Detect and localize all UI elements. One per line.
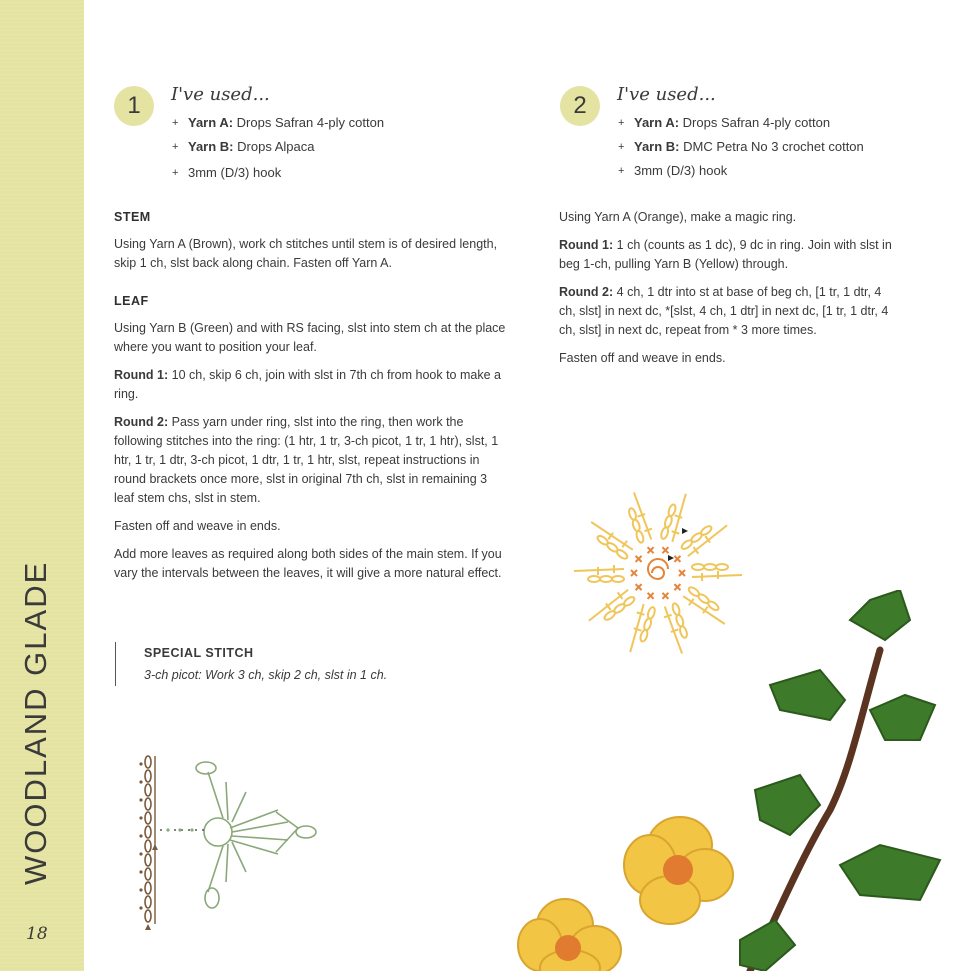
flower-round-1: Round 1: 1 ch (counts as 1 dc), 9 dc in ring. Join with slst in beg 1-ch, pulling Yarn B (Yellow) through. [559,238,892,271]
leaf-icon [840,845,940,900]
material-item: + Yarn B: Drops Alpaca [172,137,384,161]
stem-heading: STEM [114,210,151,224]
start-marker-icon [682,528,688,534]
end-marker-icon [668,555,674,561]
material-item: + Yarn B: DMC Petra No 3 crochet cotton [618,137,864,161]
chart-x-mark [631,570,637,576]
pattern-1-materials [172,113,384,187]
chapter-title: WOODLAND GLADE [18,560,53,885]
flower-photo-large [624,817,733,924]
flower-intro: Using Yarn A (Orange), make a magic ring. [559,210,797,224]
crochet-photo [500,590,972,971]
chart-petal [623,491,655,544]
chart-x-mark [636,556,642,562]
chart-x-mark [662,547,668,553]
pattern-2-badge: 2 [560,86,600,126]
pattern-1-badge: 1 [114,86,154,126]
flower-photo-small [518,899,621,971]
material-item: + Yarn A: Drops Safran 4-ply cotton [172,113,384,137]
material-item: + Yarn A: Drops Safran 4-ply cotton [618,113,864,137]
chart-x-mark [648,547,654,553]
material-item: + 3mm (D/3) hook [172,163,384,187]
pattern-1-used-title: I've used... [171,84,270,105]
special-stitch-text: 3-ch picot: Work 3 ch, skip 2 ch, slst in 1 ch. [144,668,388,682]
page-number: 18 [26,924,48,944]
stem-text: Using Yarn A (Brown), work ch stitches until stem is of desired length, skip 1 ch, slst back along chain. Fasten off Yarn A. [114,237,498,270]
chart-x-mark [674,556,680,562]
leaf-icon [850,590,910,640]
pattern-2-materials [618,113,864,185]
flower-round-2: Round 2: 4 ch, 1 dtr into st at base of beg ch, [1 tr, 1 dtr, 4 ch, slst] in next dc, *[slst, 4 ch, 1 dtr] in next dc, [1 tr, 1 dtr, 4 ch, slst] in next dc, repeat from * 3 more times. [559,285,889,337]
special-stitch-box [115,642,495,686]
leaf-icon [740,920,795,971]
leaf-fasten: Fasten off and weave in ends. [114,519,281,533]
magic-ring-icon [648,559,668,579]
chart-petal [585,517,635,560]
chart-petal [680,516,730,559]
leaf-intro: Using Yarn B (Green) and with RS facing, slst into stem ch at the place where you want to position your leaf. [114,321,506,354]
leaf-icon [870,695,935,740]
leaf-round-2: Round 2: Pass yarn under ring, slst into the ring, then work the following stitches into the ring: (1 htr, 1 tr, 3-ch picot, 1 tr, 1 htr), slst, 1 htr, 1 tr, 1 dtr, 3-ch picot, 1 dtr, 1 tr, 1 htr, slst, repeat instructions in round brackets once more, slst in original 7th ch, slst in remaining 3 leaf stem chs, slst in stem. [114,415,499,505]
pattern-2-instructions [559,208,899,377]
leaf-round-1: Round 1: 10 ch, skip 6 ch, join with slst in 7th ch from hook to make a ring. [114,368,501,401]
chart-petal [692,564,742,581]
chart-petal [574,565,624,582]
leaf-chart-diagram [128,752,324,938]
special-stitch-heading: SPECIAL STITCH [144,646,254,660]
leaf-icon [755,775,820,835]
material-item: + 3mm (D/3) hook [618,161,864,185]
leaf-icon [770,670,845,720]
flower-fasten: Fasten off and weave in ends. [559,351,726,365]
leaf-heading: LEAF [114,294,149,308]
chart-petal [660,490,692,543]
pattern-2-used-title: I've used... [617,84,716,105]
sidebar [0,0,84,971]
chart-x-mark [679,570,685,576]
pattern-1-instructions [114,208,506,592]
leaf-more: Add more leaves as required along both sides of the main stem. If you vary the intervals between the leaves, it will give a more natural effect. [114,547,502,580]
